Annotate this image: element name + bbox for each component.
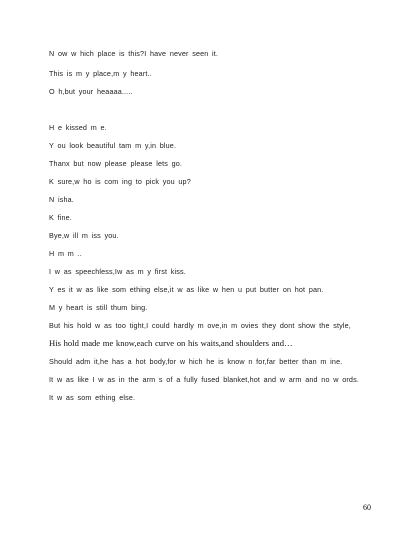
text-line: N ow w hich place is this?I have never seen it. [49, 49, 219, 58]
text-line: But his hold w as too tight,I could hardly m ove,in m ovies they dont show the style, [49, 321, 351, 330]
text-line: H e kissed m e. [49, 123, 107, 132]
text-line: O h,but your heaaaa..... [49, 87, 133, 96]
text-line: It w as like I w as in the arm s of a fully fused blanket,hot and w arm and no w ords. [49, 375, 359, 384]
text-line: This is m y place,m y heart.. [49, 69, 152, 78]
text-line: H m m .. [49, 249, 82, 258]
text-line: Bye,w ill m iss you. [49, 231, 119, 240]
text-line: Should adm it,he has a hot body,for w hich he is know n for,far better than m ine. [49, 357, 343, 366]
text-line: N isha. [49, 195, 74, 204]
text-line: His hold made me know,each curve on his waits,and shoulders and… [49, 338, 293, 348]
text-line: K fine. [49, 213, 72, 222]
text-line: M y heart is still thum bing. [49, 303, 148, 312]
page-number: 60 [363, 503, 371, 512]
text-line: K sure,w ho is com ing to pick you up? [49, 177, 191, 186]
text-line: It w as som ething else. [49, 393, 136, 402]
text-line: Thanx but now please please lets go. [49, 159, 183, 168]
text-line: Y es it w as like som ething else,it w as like w hen u put butter on hot pan. [49, 285, 324, 294]
text-line: Y ou look beautiful tam m y,in blue. [49, 141, 177, 150]
text-line: I w as speechless,Iw as m y first kiss. [49, 267, 186, 276]
